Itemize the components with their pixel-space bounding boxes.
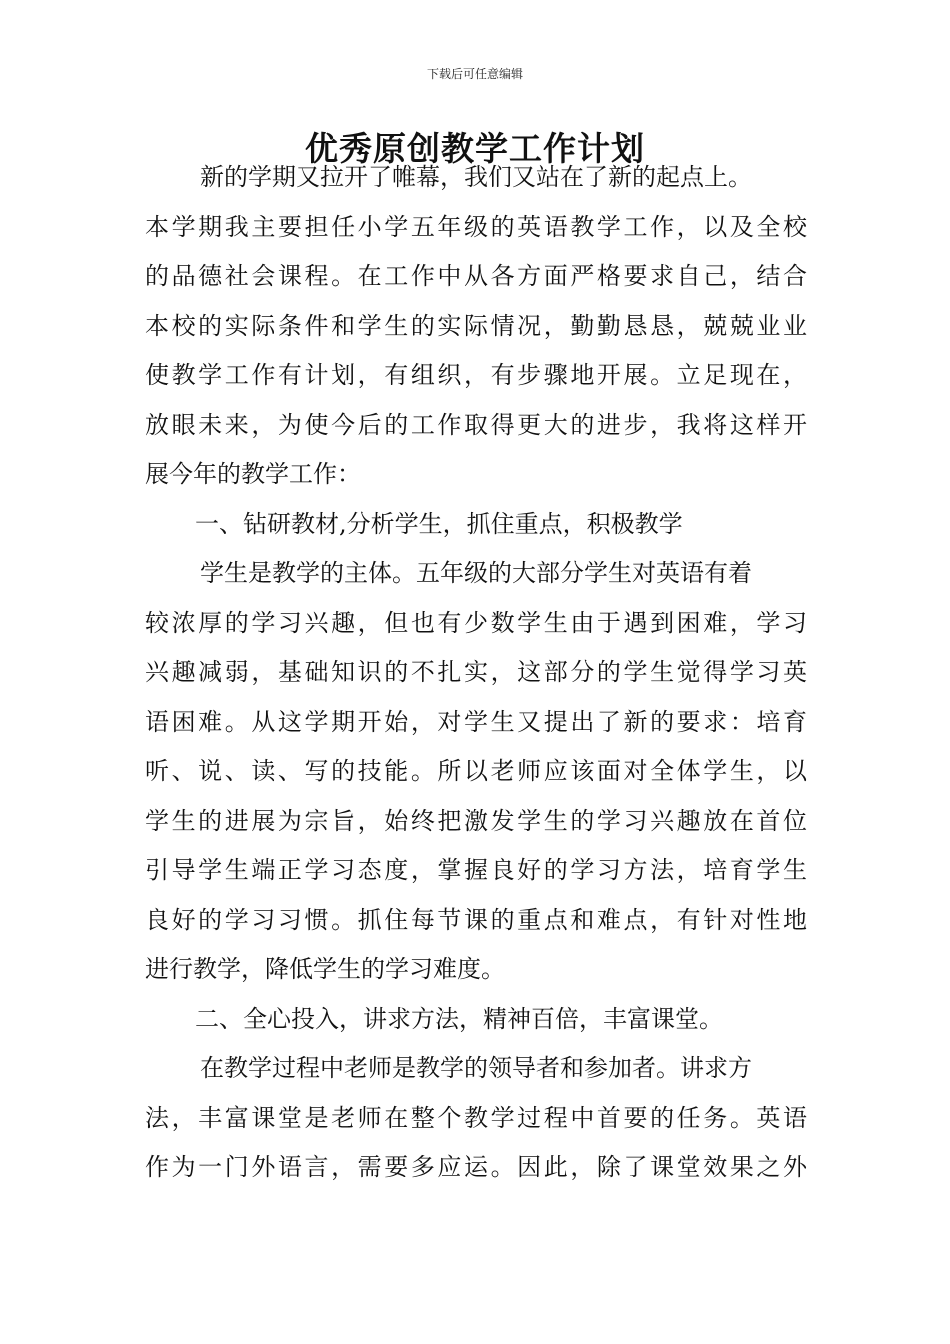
paragraph-line: 学生的进展为宗旨，始终把激发学生的学习兴趣放在首位 — [145, 806, 807, 835]
paragraph-line: 的品德社会课程。在工作中从各方面严格要求自己，结合 — [145, 262, 807, 290]
paragraph-line: 学生是教学的主体。五年级的大部分学生对英语有着 — [200, 559, 752, 587]
paragraph-line: 展今年的教学工作： — [145, 460, 361, 488]
paragraph-line: 放眼未来，为使今后的工作取得更大的进步，我将这样开 — [145, 410, 807, 439]
paragraph-line: 法，丰富课堂是老师在整个教学过程中首要的任务。英语 — [145, 1103, 807, 1132]
paragraph-line: 使教学工作有计划，有组织，有步骤地开展。立足现在， — [145, 361, 807, 389]
header-note: 下载后可任意编辑 — [426, 67, 523, 81]
document-title: 优秀原创教学工作计划 — [305, 129, 645, 168]
paragraph-line: 本校的实际条件和学生的实际情况，勤勤恳恳，兢兢业业 — [145, 311, 807, 340]
paragraph-line: 良好的学习习惯。抓住每节课的重点和难点，有针对性地 — [145, 905, 807, 934]
section-heading: 一、钻研教材,分析学生，抓住重点，积极教学 — [195, 509, 683, 538]
section-heading: 二、全心投入，讲求方法，精神百倍，丰富课堂。 — [195, 1004, 723, 1033]
paragraph-line: 兴趣减弱，基础知识的不扎实，这部分的学生觉得学习英 — [145, 658, 807, 686]
paragraph-line: 引导学生端正学习态度，掌握良好的学习方法，培育学生 — [145, 856, 807, 884]
paragraph-line: 作为一门外语言，需要多应运。因此，除了课堂效果之外 — [145, 1153, 807, 1181]
paragraph-line: 语困难。从这学期开始，对学生又提出了新的要求：培育 — [145, 707, 807, 736]
paragraph-line: 进行教学，降低学生的学习难度。 — [145, 955, 505, 983]
paragraph-line: 听、说、读、写的技能。所以老师应该面对全体学生，以 — [145, 757, 807, 785]
paragraph-line: 较浓厚的学习兴趣，但也有少数学生由于遇到困难，学习 — [145, 608, 807, 637]
paragraph-line: 在教学过程中老师是教学的领导者和参加者。讲求方 — [200, 1054, 752, 1082]
document-body — [145, 153, 807, 1193]
paragraph-line: 本学期我主要担任小学五年级的英语教学工作，以及全校 — [145, 212, 807, 241]
paragraph-line: 新的学期又拉开了帷幕，我们又站在了新的起点上。 — [200, 163, 752, 191]
